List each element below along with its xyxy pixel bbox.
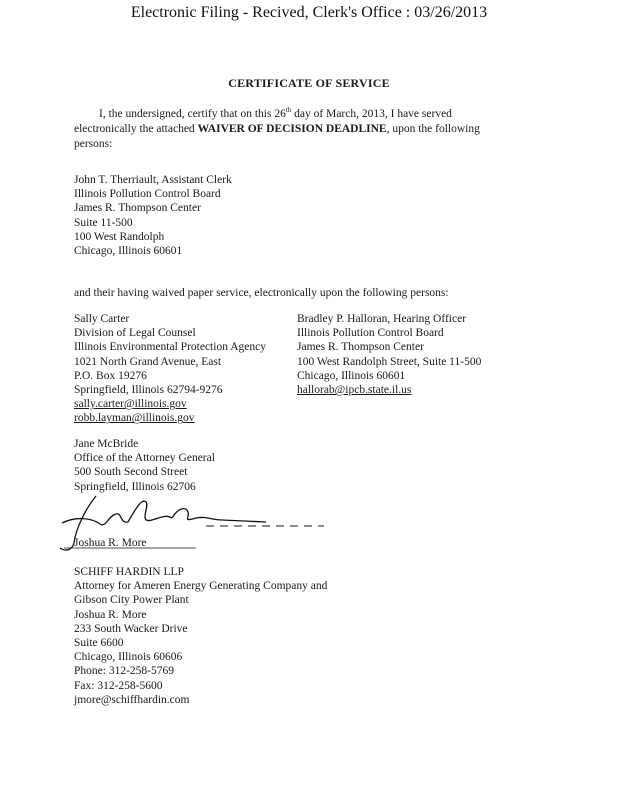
ag-recipient-block bbox=[74, 437, 215, 494]
filing-stamp: Electronic Filing - Recived, Clerk's Office : 03/26/2013 bbox=[130, 4, 488, 21]
email-link[interactable]: hallorab@ipcb.state.il.us bbox=[297, 384, 412, 397]
address-line: 100 West Randolph bbox=[74, 230, 165, 243]
address-line: Division of Legal Counsel bbox=[74, 327, 196, 340]
address-line: Illinois Pollution Control Board bbox=[297, 327, 444, 340]
certificate-title: CERTIFICATE OF SERVICE bbox=[228, 76, 390, 90]
email-link[interactable]: sally.carter@illinois.gov bbox=[74, 398, 187, 411]
address-line: Chicago, Illinois 60601 bbox=[297, 369, 406, 382]
address-line: Jane McBride bbox=[74, 438, 139, 450]
document-name: WAIVER OF DECISION DEADLINE bbox=[197, 122, 387, 135]
firm-line: Chicago, Illinois 60606 bbox=[74, 651, 183, 664]
firm-line: Suite 6600 bbox=[74, 637, 124, 650]
primary-recipient-block bbox=[74, 173, 232, 258]
address-line: Suite 11-500 bbox=[74, 216, 133, 229]
firm-block bbox=[74, 565, 327, 707]
address-line: Illinois Environmental Protection Agency bbox=[74, 341, 266, 354]
address-line: Bradley P. Halloran, Hearing Officer bbox=[297, 313, 467, 325]
firm-line: Joshua R. More bbox=[74, 608, 147, 621]
left-recipient-block bbox=[74, 312, 266, 426]
firm-line: Phone: 312-258-5769 bbox=[74, 665, 174, 678]
firm-line: 233 South Wacker Drive bbox=[74, 622, 188, 635]
email-link[interactable]: robb.layman@illinois.gov bbox=[74, 412, 195, 425]
address-line: Springfield, Illinois 62706 bbox=[74, 480, 196, 493]
firm-line: Attorney for Ameren Energy Generating Company and bbox=[74, 580, 328, 593]
address-line: 500 South Second Street bbox=[74, 466, 188, 479]
day-suffix: th bbox=[285, 106, 292, 114]
firm-email[interactable]: jmore@schiffhardin.com bbox=[74, 693, 190, 706]
firm-line: SCHIFF HARDIN LLP bbox=[74, 566, 184, 578]
right-recipient-block bbox=[297, 312, 481, 397]
signature-stroke bbox=[62, 514, 128, 525]
address-line: James R. Thompson Center bbox=[74, 202, 201, 215]
address-line: 100 West Randolph Street, Suite 11-500 bbox=[297, 355, 482, 368]
address-line: John T. Therriault, Assistant Clerk bbox=[74, 174, 232, 186]
address-line: Office of the Attorney General bbox=[74, 452, 215, 465]
intro-end: , upon the following persons: bbox=[74, 122, 480, 150]
address-line: 1021 North Grand Avenue, East bbox=[74, 355, 222, 368]
address-line: Springfield, Illinois 62794-9276 bbox=[74, 384, 223, 397]
address-line: P.O. Box 19276 bbox=[74, 369, 147, 382]
intro-text: I, the undersigned, certify that on this 26 bbox=[99, 107, 286, 120]
address-line: Sally Carter bbox=[74, 313, 130, 325]
firm-line: Gibson City Power Plant bbox=[74, 594, 189, 607]
waived-service-text: and their having waived paper service, electronically upon the following persons: bbox=[74, 287, 449, 299]
address-line: James R. Thompson Center bbox=[297, 341, 424, 354]
signer-name: Joshua R. More bbox=[74, 537, 147, 549]
intro-text-2: day of March, 2013, I have served electronically the attached bbox=[74, 107, 452, 135]
signature-stroke bbox=[128, 501, 172, 522]
signature-stroke bbox=[172, 509, 266, 522]
address-line: Chicago, Illinois 60601 bbox=[74, 245, 183, 258]
firm-line: Fax: 312-258-5600 bbox=[74, 679, 163, 692]
certification-paragraph bbox=[74, 103, 514, 152]
address-line: Illinois Pollution Control Board bbox=[74, 188, 221, 201]
